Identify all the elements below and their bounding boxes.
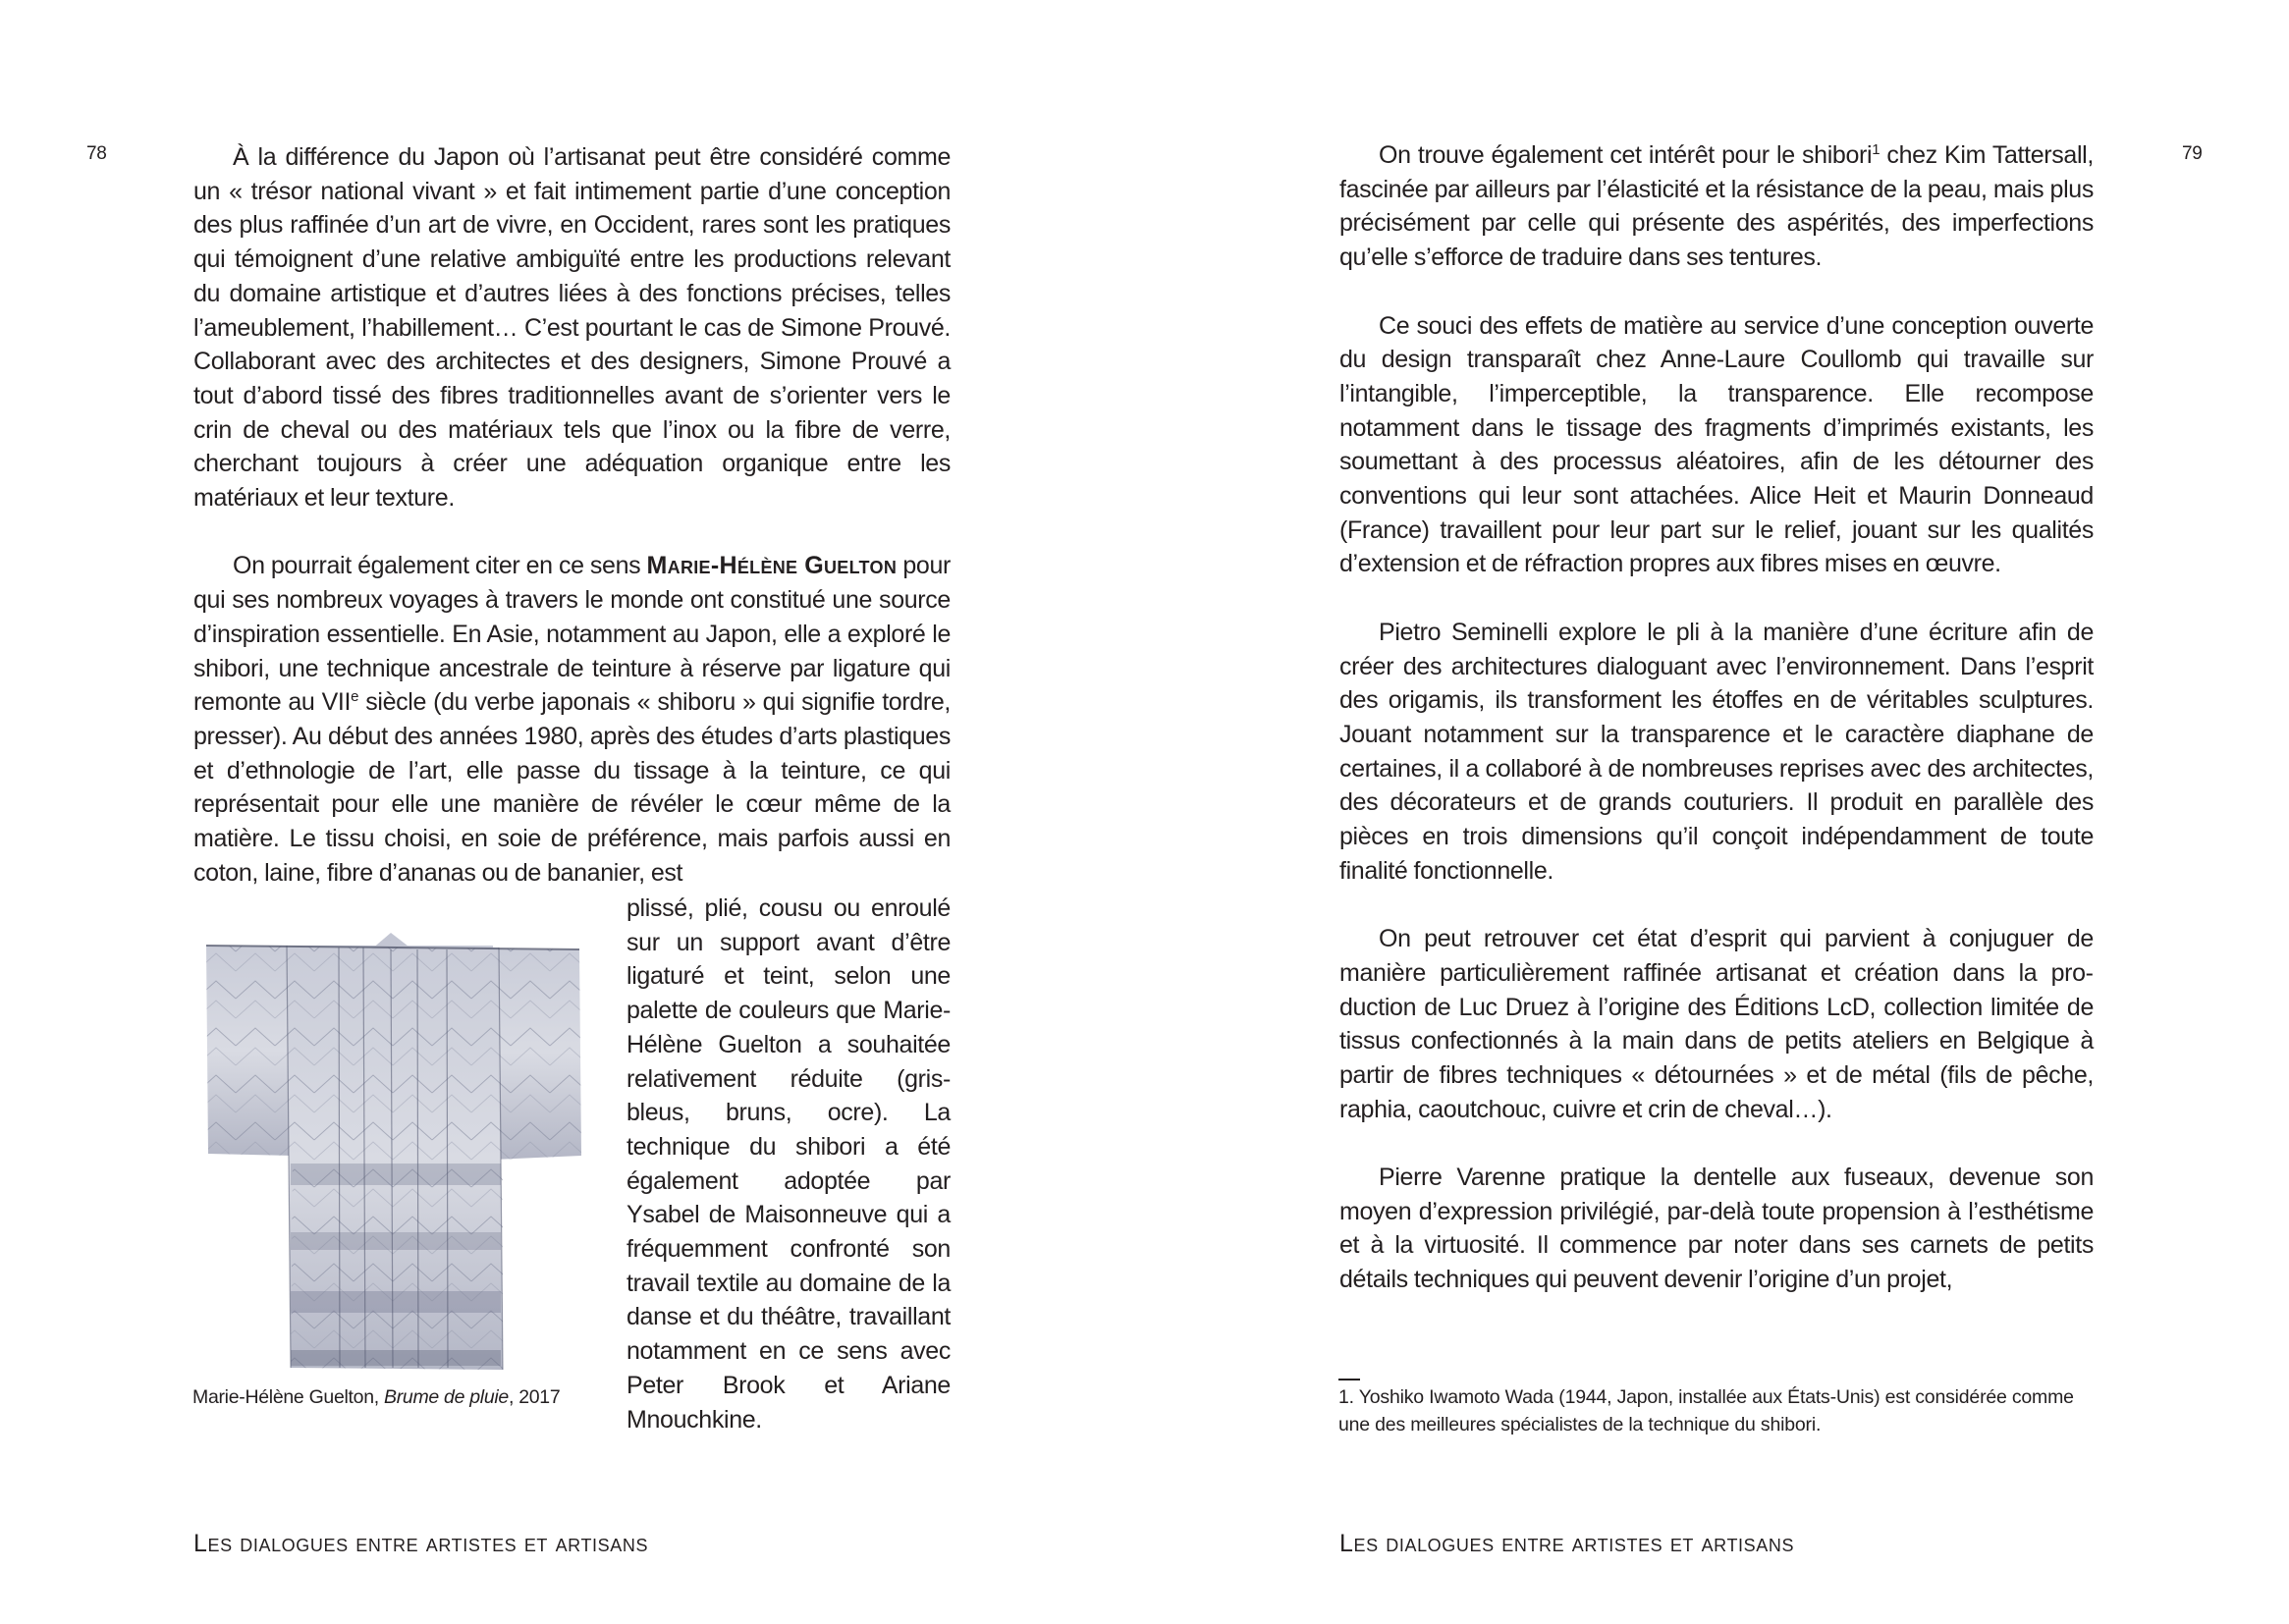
left-page-body — [193, 140, 951, 890]
paragraph: À la différence du Japon où l’artisanat peut être considéré comme un « trésor national vivant » et fait intimement partie d’une conception des plus raffinée d’un art de vivre, en Occident, rares sont les pratiques qui témoignent d’une relative ambiguïté entre les productions relevant du domaine artistique et d’autres liées à des fonctions précises, telles l’ameublement, l’habillement… C’est pourtant le cas de Simone Prouvé. Collaborant avec des architectes et des designers, Simone Prouvé a tout d’abord tissé des fibres traditionnelles avant de s’orienter vers le crin de cheval ou des matériaux tels que l’inox ou la fibre de verre, cherchant toujours à créer une adéquation organique entre les matériaux et leur texture. — [193, 143, 951, 513]
page-number-left: 78 — [86, 143, 107, 164]
footnote-reference[interactable]: 1 — [1872, 141, 1880, 158]
kimono-image — [196, 928, 589, 1375]
kimono-figure — [196, 928, 589, 1375]
right-page-body — [1339, 138, 2094, 1297]
paragraph: Ce souci des effets de matière au service d’une conception ouverte du design transparaît chez Anne-Laure Coullomb qui travaille sur l’intangible, l’imperceptible, la transparence. Elle recompose notamment dans le tissage des fragments d’imprimés existants, les soumettant à des processus aléatoires, afin de les détourner des conventions qui leur sont attachées. Alice Heit et Maurin Donneaud (France) travaillent pour leur part sur le relief, jouant sur les qualités d’extension et de réfraction propres aux fibres mises en œuvre. — [1339, 311, 2094, 578]
footnote-text: 1. Yoshiko Iwamoto Wada (1944, Japon, installée aux États-Unis) est considérée comme une des meilleures spécialistes de la technique du shibori. — [1338, 1386, 2074, 1435]
text-wrap-column — [627, 892, 951, 1436]
paragraph-continuation: plissé, plié, cousu ou enroulé sur un support avant d’être ligaturé et teint, selon une palette de couleurs que Marie-Hélène Guelton a souhaitée relativement réduite (gris-bleus, bruns, ocre). La technique du shibori a été également adoptée par Ysabel de Maisonneuve qui a fréquemment confronté son travail textile au domaine de la danse et du théâtre, travaillant notamment en ce sens avec Peter Brook et Ariane Mnouchkine. — [627, 894, 951, 1434]
artist-name-smallcaps: Marie-Hélène Guelton — [646, 552, 898, 580]
running-footer-left: Les dialogues entre artistes et artisans — [193, 1530, 649, 1557]
century-superscript: e — [351, 688, 359, 706]
paragraph: On trouve également cet intérêt pour le shibori$^1$ chez Kim Tattersall, fascinée par ailleurs par l’élasticité et la résistance de la peau, mais plus précisément par celle qui présente des aspérités, des imperfections qu’elle s’efforce de traduire dans ses tentures. — [1339, 141, 2094, 272]
paragraph: Pierre Varenne pratique la dentelle aux fuseaux, devenue son moyen d’expression privilégié, par-delà toute propension à l’esthétisme et à la virtuosité. Il commence par noter dans ses carnets de petits détails techniques qui peuvent devenir l’origine d’un projet, — [1339, 1164, 2094, 1294]
paragraph: On pourrait également citer en ce sens Marie-Hélène Guelton pour qui ses nombreux voyages à travers le monde ont constitué une source d’inspiration essentielle. En Asie, notamment au Japon, elle a exploré le shibori, une technique ancestrale de teinture à réserve par ligature qui remonte au VIIe siècle (du verbe japonais « shiboru » qui signifie tordre, presser). Au début des années 1980, après des études d’arts plastiques et d’ethnologie de l’art, elle passe du tissage à la teinture, ce qui représentait pour elle une manière de révéler le cœur même de la matière. Le tissu choisi, en soie de préférence, mais parfois aussi en coton, laine, fibre d’ananas ou de bananier, est — [193, 552, 951, 887]
footnote-rule — [1338, 1379, 1360, 1380]
running-footer-right: Les dialogues entre artistes et artisans — [1339, 1530, 1795, 1557]
footnote — [1338, 1383, 2095, 1438]
figure-caption: Marie-Hélène Guelton, Brume de pluie, 2017 — [192, 1386, 561, 1408]
page-number-right: 79 — [2182, 143, 2203, 164]
paragraph: On peut retrouver cet état d’esprit qui parvient à conjuguer de manière particulièrement raffinée artisanat et création dans la production de Luc Druez à l’origine des Éditions LcD, collection limitée de tissus confectionnés à la main dans de petits ateliers en Belgique à partir de fibres techniques « détournées » et de métal (fils de pêche, raphia, caoutchouc, cuivre et crin de cheval…). — [1339, 925, 2094, 1123]
paragraph: Pietro Seminelli explore le pli à la manière d’une écriture afin de créer des architectures dialoguant avec l’environnement. Dans l’esprit des origamis, ils transforment les étoffes en de véritables sculptures. Jouant notamment sur la transparence et le caractère diaphane de certaines, il a collaboré à de nombreuses reprises avec des architectes, des décorateurs et de grands couturiers. Il produit en parallèle des pièces en trois dimensions qu’il conçoit indépendamment de toute finalité fonctionnelle. — [1339, 618, 2094, 885]
